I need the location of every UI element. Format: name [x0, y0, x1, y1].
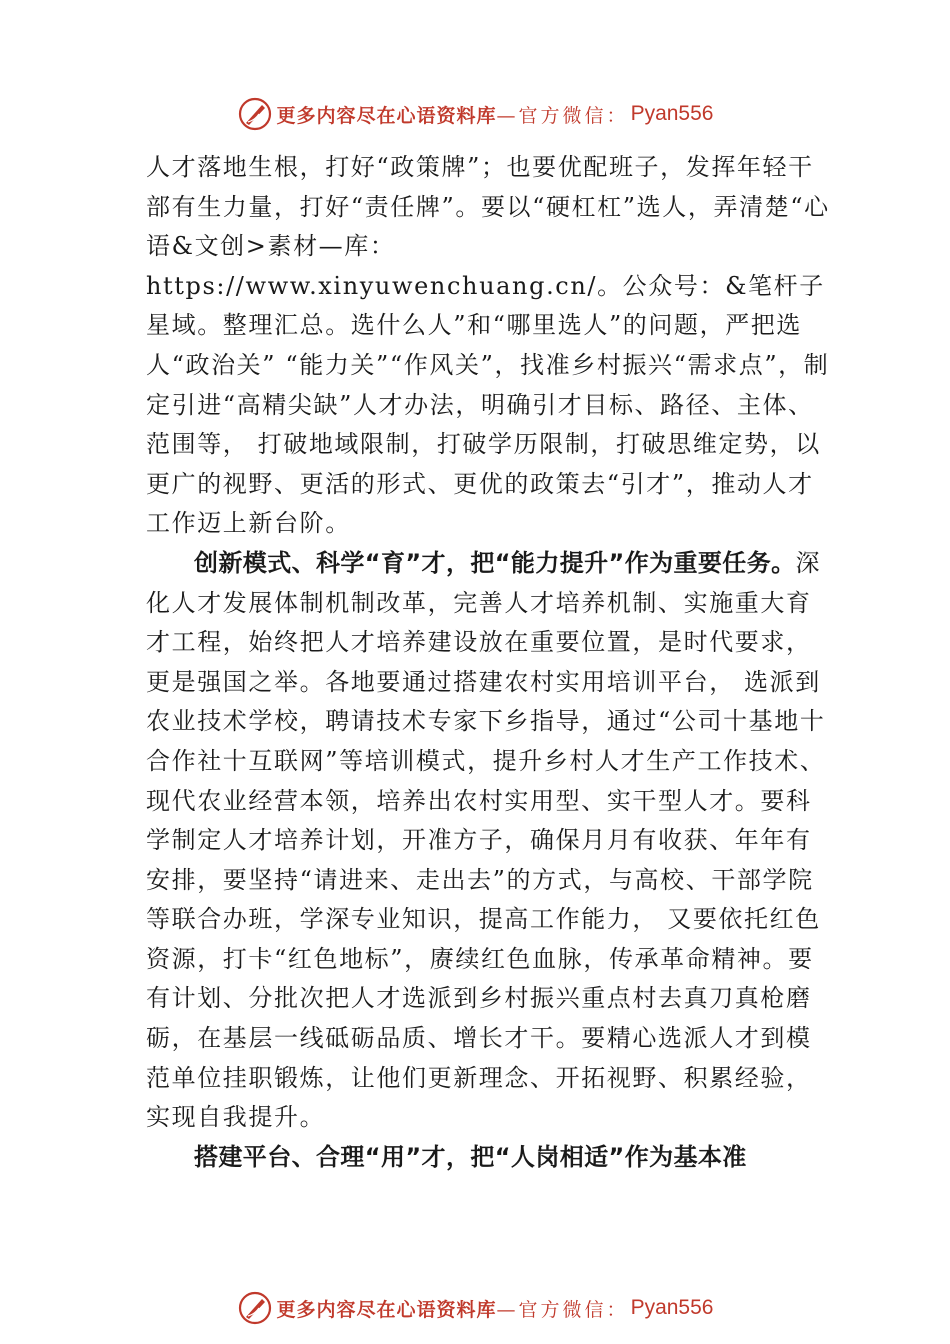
document-body: [146, 148, 836, 1177]
banner-wechat-id: Pyan556: [630, 102, 714, 125]
banner-title: 更多内容尽在心语资料库: [276, 104, 497, 127]
paragraph-3: [146, 1138, 836, 1178]
banner-subtitle: —官方微信：: [496, 1298, 629, 1321]
quill-logo-icon: [237, 1290, 273, 1326]
paragraph-2: [146, 544, 836, 1138]
quill-logo-icon: [237, 96, 273, 132]
banner-title: 更多内容尽在心语资料库: [276, 1298, 497, 1321]
footer-banner: [0, 1286, 950, 1330]
paragraph-1: [146, 148, 836, 544]
banner-wechat-id: Pyan556: [630, 1296, 714, 1319]
paragraph-2-heading: 创新模式、科学“育”才，把“能力提升”作为重要任务。: [194, 548, 796, 577]
banner-subtitle: —官方微信：: [496, 104, 629, 127]
paragraph-3-heading: 搭建平台、合理“用”才，把“人岗相适”作为基本准: [194, 1142, 747, 1171]
header-banner: [0, 92, 950, 136]
paragraph-2-text: 深化人才发展体制机制改革，完善人才培养机制、实施重大育才工程，始终把人才培养建设放在重要位置，是时代要求，更是强国之举。各地要通过搭建农村实用培训平台， 选派到农业技术学校，聘请技术专家下乡指导，通过“公司十基地十合作社十互联网”等培训模式，提升乡村人才生产工作技术、现代农业经营本领，培养出农村实用型、实干型人才。要科学制定人才培养计划，开准方子，确保月月有收获、年年有安排，要坚持“请进来、走出去”的方式，与高校、干部学院等联合办班，学深专业知识，提高工作能力， 又要依托红色资源，打卡“红色地标”，赓续红色血脉，传承革命精神。要有计划、分批次把人才选派到乡村振兴重点村去真刀真枪磨砺，在基层一线砥砺品质、增长才干。要精心选派人才到模范单位挂职锻炼，让他们更新理念、开拓视野、积累经验，实现自我提升。: [146, 548, 826, 1132]
paragraph-1-text: 人才落地生根，打好“政策牌”；也要优配班子，发挥年轻干部有生力量，打好“责任牌”。要以“硬杠杠”选人，弄清楚“心语&文创>素材—库：https://www.xinyuwenchuang.cn/。公众号：&笔杆子星域。整理汇总。选什么人”和“哪里选人”的问题，严把选人“政治关” “能力关”“作风关”，找准乡村振兴“需求点”，制定引进“高精尖缺”人才办法，明确引才目标、路径、主体、范围等， 打破地域限制，打破学历限制，打破思维定势，以更广的视野、更活的形式、更优的政策去“引才”，推动人才工作迈上新台阶。: [146, 153, 830, 538]
